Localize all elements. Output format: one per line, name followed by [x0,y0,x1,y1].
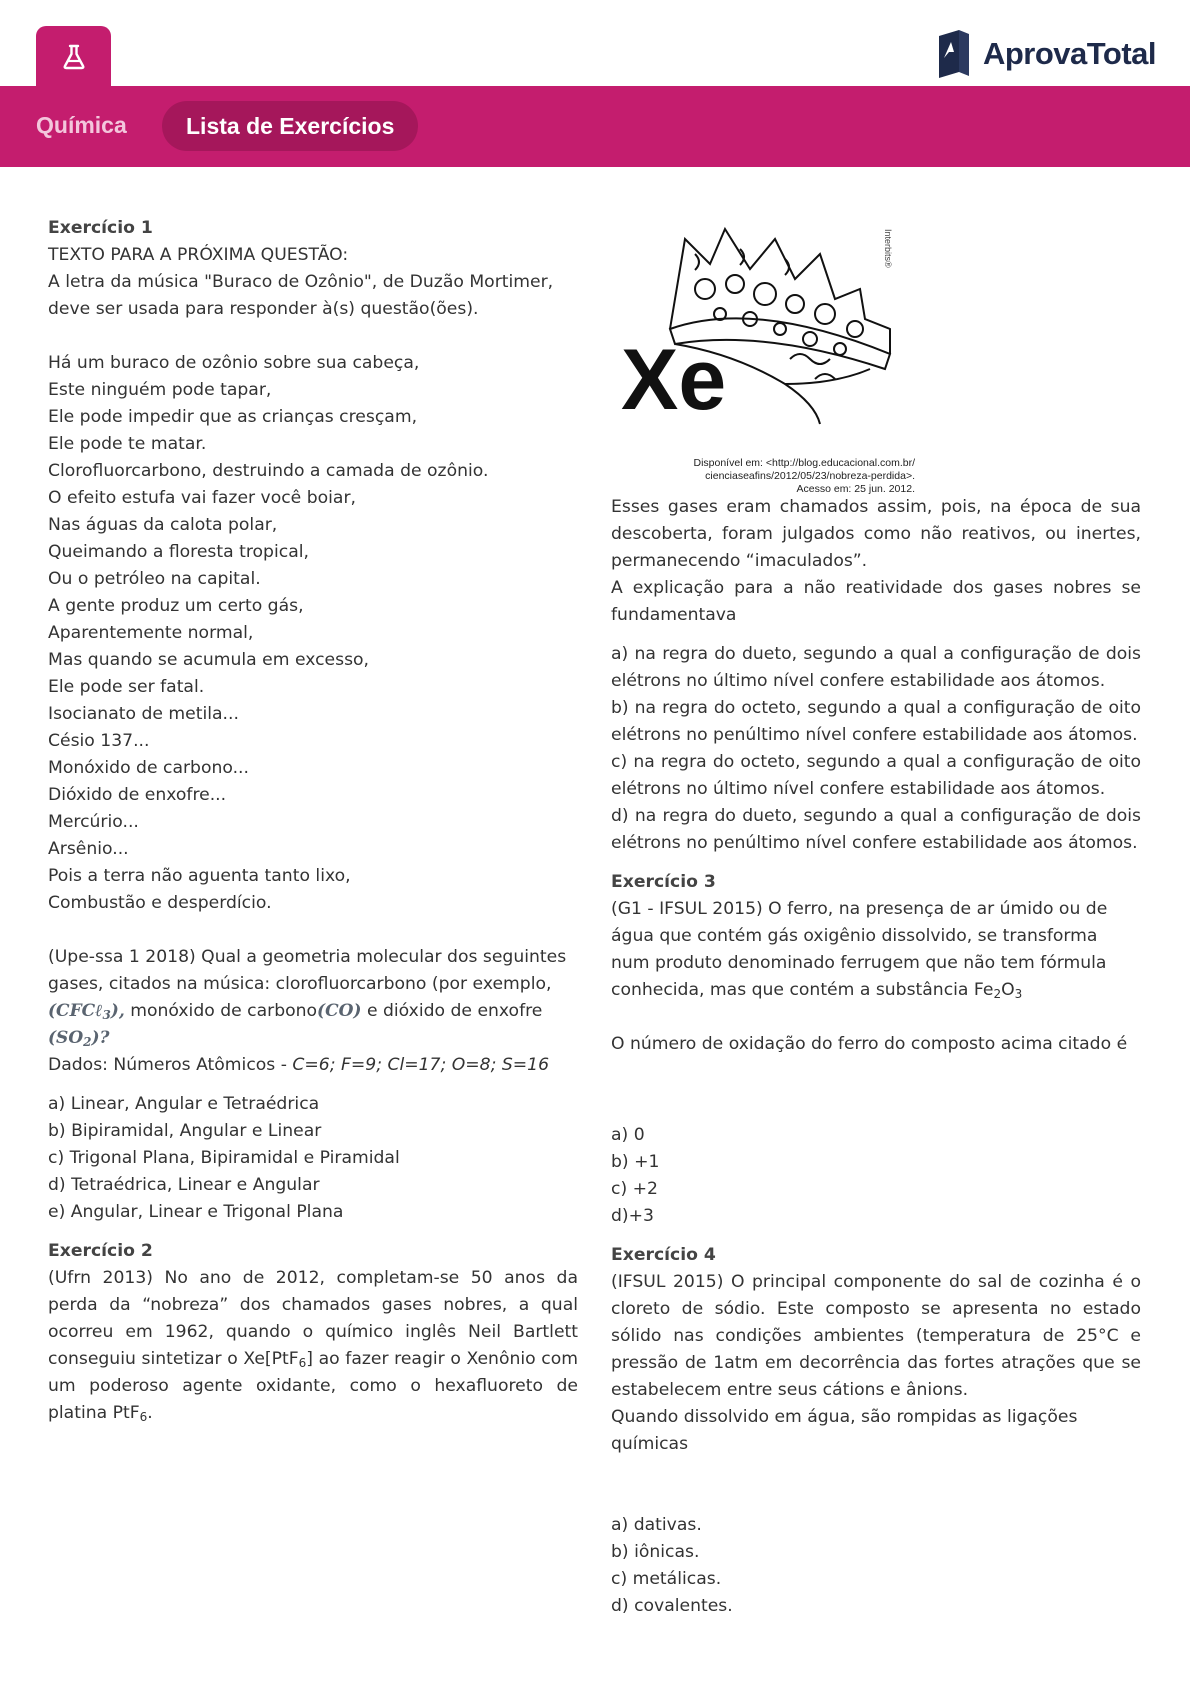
atomic-numbers: Dados: Números Atômicos - C=6; F=9; Cl=17; O=8; S=16 [48,1055,550,1075]
option-c[interactable]: c) Trigonal Plana, Bipiramidal e Piramidal [48,1148,400,1168]
option-e[interactable]: e) Angular, Linear e Trigonal Plana [48,1202,344,1222]
lyric-line: Há um buraco de ozônio sobre sua cabeça, [48,353,420,373]
option-b[interactable]: b) Bipiramidal, Angular e Linear [48,1121,322,1141]
brand-logo[interactable] [935,28,1156,80]
exercise-1-title: Exercício 1 [48,218,153,238]
exercise-1-intro: A letra da música "Buraco de Ozônio", de Duzão Mortimer, deve ser usada para responder à(s) questão(ões). [48,272,554,319]
figure-caption: Disponível em: <http://blog.educacional.com.br/ cienciaseafins/2012/05/23/nobreza-perdida>. Acesso em: 25 jun. 2012. [693,457,915,495]
option-a[interactable]: a) dativas. [611,1515,702,1535]
lyric-line: Isocianato de metila... [48,704,239,724]
right-column [611,215,1141,1620]
lyric-line: Queimando a floresta tropical, [48,542,309,562]
flask-icon [60,43,88,71]
option-c[interactable]: c) metálicas. [611,1569,722,1589]
lyric-line: Nas águas da calota polar, [48,515,278,535]
option-b[interactable]: b) na regra do octeto, segundo a qual a configuração de oito elétrons no penúltimo nível confere estabilidade aos átomos. [611,698,1141,745]
lyric-line: Arsênio... [48,839,129,859]
option-b[interactable]: b) iônicas. [611,1542,700,1562]
left-column [48,215,578,1427]
option-a[interactable]: a) Linear, Angular e Tetraédrica [48,1094,320,1114]
lyric-line: A gente produz um certo gás, [48,596,304,616]
option-d[interactable]: d) Tetraédrica, Linear e Angular [48,1175,320,1195]
exercise-3-text: (G1 - IFSUL 2015) O ferro, na presença de ar úmido ou de água que contém gás oxigênio dissolvido, se transforma num produto denominado ferrugem que não tem fórmula conhecida, mas que contém a substância $Fe_2O_3$ [611,899,1108,1001]
formula-co: (CO) [317,1001,362,1021]
option-a[interactable]: a) 0 [611,1125,645,1145]
subject-label[interactable]: Química [36,112,127,138]
exercise-1-formulas: (CFCℓ$_3$), monóxido de carbono(CO) e dióxido de enxofre $(SO_2)$? [48,1001,543,1049]
formula-cfcl3: (CFCℓ$_3$), [48,1001,125,1022]
lyric-line: Clorofluorcarbono, destruindo a camada de ozônio. [48,461,489,481]
lyric-line: Combustão e desperdício. [48,893,272,913]
option-d[interactable]: d) na regra do dueto, segundo a qual a configuração de dois elétrons no penúltimo nível confere estabilidade aos átomos. [611,806,1141,853]
lyric-line: Mercúrio... [48,812,139,832]
exercise-4-text: (IFSUL 2015) O principal componente do sal de cozinha é o cloreto de sódio. Este composto se apresenta no estado sólido nas condições ambientes (temperatura de 25°C e pressão de 1atm em decorrência das fortes atrações que se estabelecem entre seus cátions e ânions. [611,1272,1141,1400]
brand-name: AprovaTotal [982,36,1156,71]
figure-credit: Interbits® [883,229,893,268]
option-d[interactable]: d)+3 [611,1206,654,1226]
option-c[interactable]: c) na regra do octeto, segundo a qual a configuração de oito elétrons no último nível confere estabilidade aos átomos. [611,752,1141,799]
lyric-line: Mas quando se acumula em excesso, [48,650,370,670]
song-lyrics [48,350,578,917]
exercise-2-title: Exercício 2 [48,1241,153,1261]
exercise-4-options [611,1512,1141,1620]
option-c[interactable]: c) +2 [611,1179,658,1199]
crown-illustration [615,209,915,459]
subject-bar [0,86,1190,167]
lyric-line: Monóxido de carbono... [48,758,249,778]
exercise-1-options [48,1091,578,1226]
lyric-line: Aparentemente normal, [48,623,254,643]
exercise-4-title: Exercício 4 [611,1245,716,1265]
exercise-4-question: Quando dissolvido em água, são rompidas as ligações químicas [611,1407,1078,1454]
top-header [0,0,1190,86]
lyric-line: O efeito estufa vai fazer você boiar, [48,488,356,508]
exercise-2-options [611,641,1141,857]
list-pill[interactable]: Lista de Exercícios [162,101,418,151]
subject-tab[interactable] [36,26,111,88]
option-b[interactable]: b) +1 [611,1152,660,1172]
option-a[interactable]: a) na regra do dueto, segundo a qual a configuração de dois elétrons no último nível confere estabilidade aos átomos. [611,644,1141,691]
exercise-1-lead: TEXTO PARA A PRÓXIMA QUESTÃO: [48,245,349,265]
exercise-2-para1: Esses gases eram chamados assim, pois, na época de sua descoberta, foram julgados como não reativos, ou inertes, permanecendo “imaculados”. [611,497,1141,571]
lyric-line: Pois a terra não aguenta tanto lixo, [48,866,351,886]
xe-symbol: Xe [621,332,727,428]
book-logo-icon [935,28,973,80]
lyric-line: Dióxido de enxofre... [48,785,227,805]
exercise-2-para2: A explicação para a não reatividade dos gases nobres se fundamentava [611,578,1141,625]
lyric-line: Ele pode impedir que as crianças cresçam, [48,407,418,427]
lyric-line: Ele pode ser fatal. [48,677,205,697]
lyric-line: Césio 137... [48,731,150,751]
option-d[interactable]: d) covalentes. [611,1596,733,1616]
exercise-1-question-line1: (Upe-ssa 1 2018) Qual a geometria molecular dos seguintes [48,947,567,967]
exercise-3-question: O número de oxidação do ferro do composto acima citado é [611,1034,1128,1054]
exercise-2-text: (Ufrn 2013) No ano de 2012, completam-se 50 anos da perda da “nobreza” dos chamados gases nobres, a qual ocorreu em 1962, quando o químico inglês Neil Bartlett conseguiu sintetizar o Xe[PtF$_6$] ao fazer reagir o Xenônio com um poderoso agente oxidante, como o hexafluoreto de platina PtF$_6$. [48,1268,578,1424]
exercise-1-question-line2: gases, citados na música: clorofluorcarbono (por exemplo, [48,974,552,994]
lyric-line: Ele pode te matar. [48,434,207,454]
exercise-3-title: Exercício 3 [611,872,716,892]
lyric-line: Ou o petróleo na capital. [48,569,261,589]
formula-so2: $(SO_2)$? [48,1028,110,1049]
exercise-3-options [611,1122,1141,1230]
lyric-line: Este ninguém pode tapar, [48,380,272,400]
xenon-crown-figure [615,209,915,494]
